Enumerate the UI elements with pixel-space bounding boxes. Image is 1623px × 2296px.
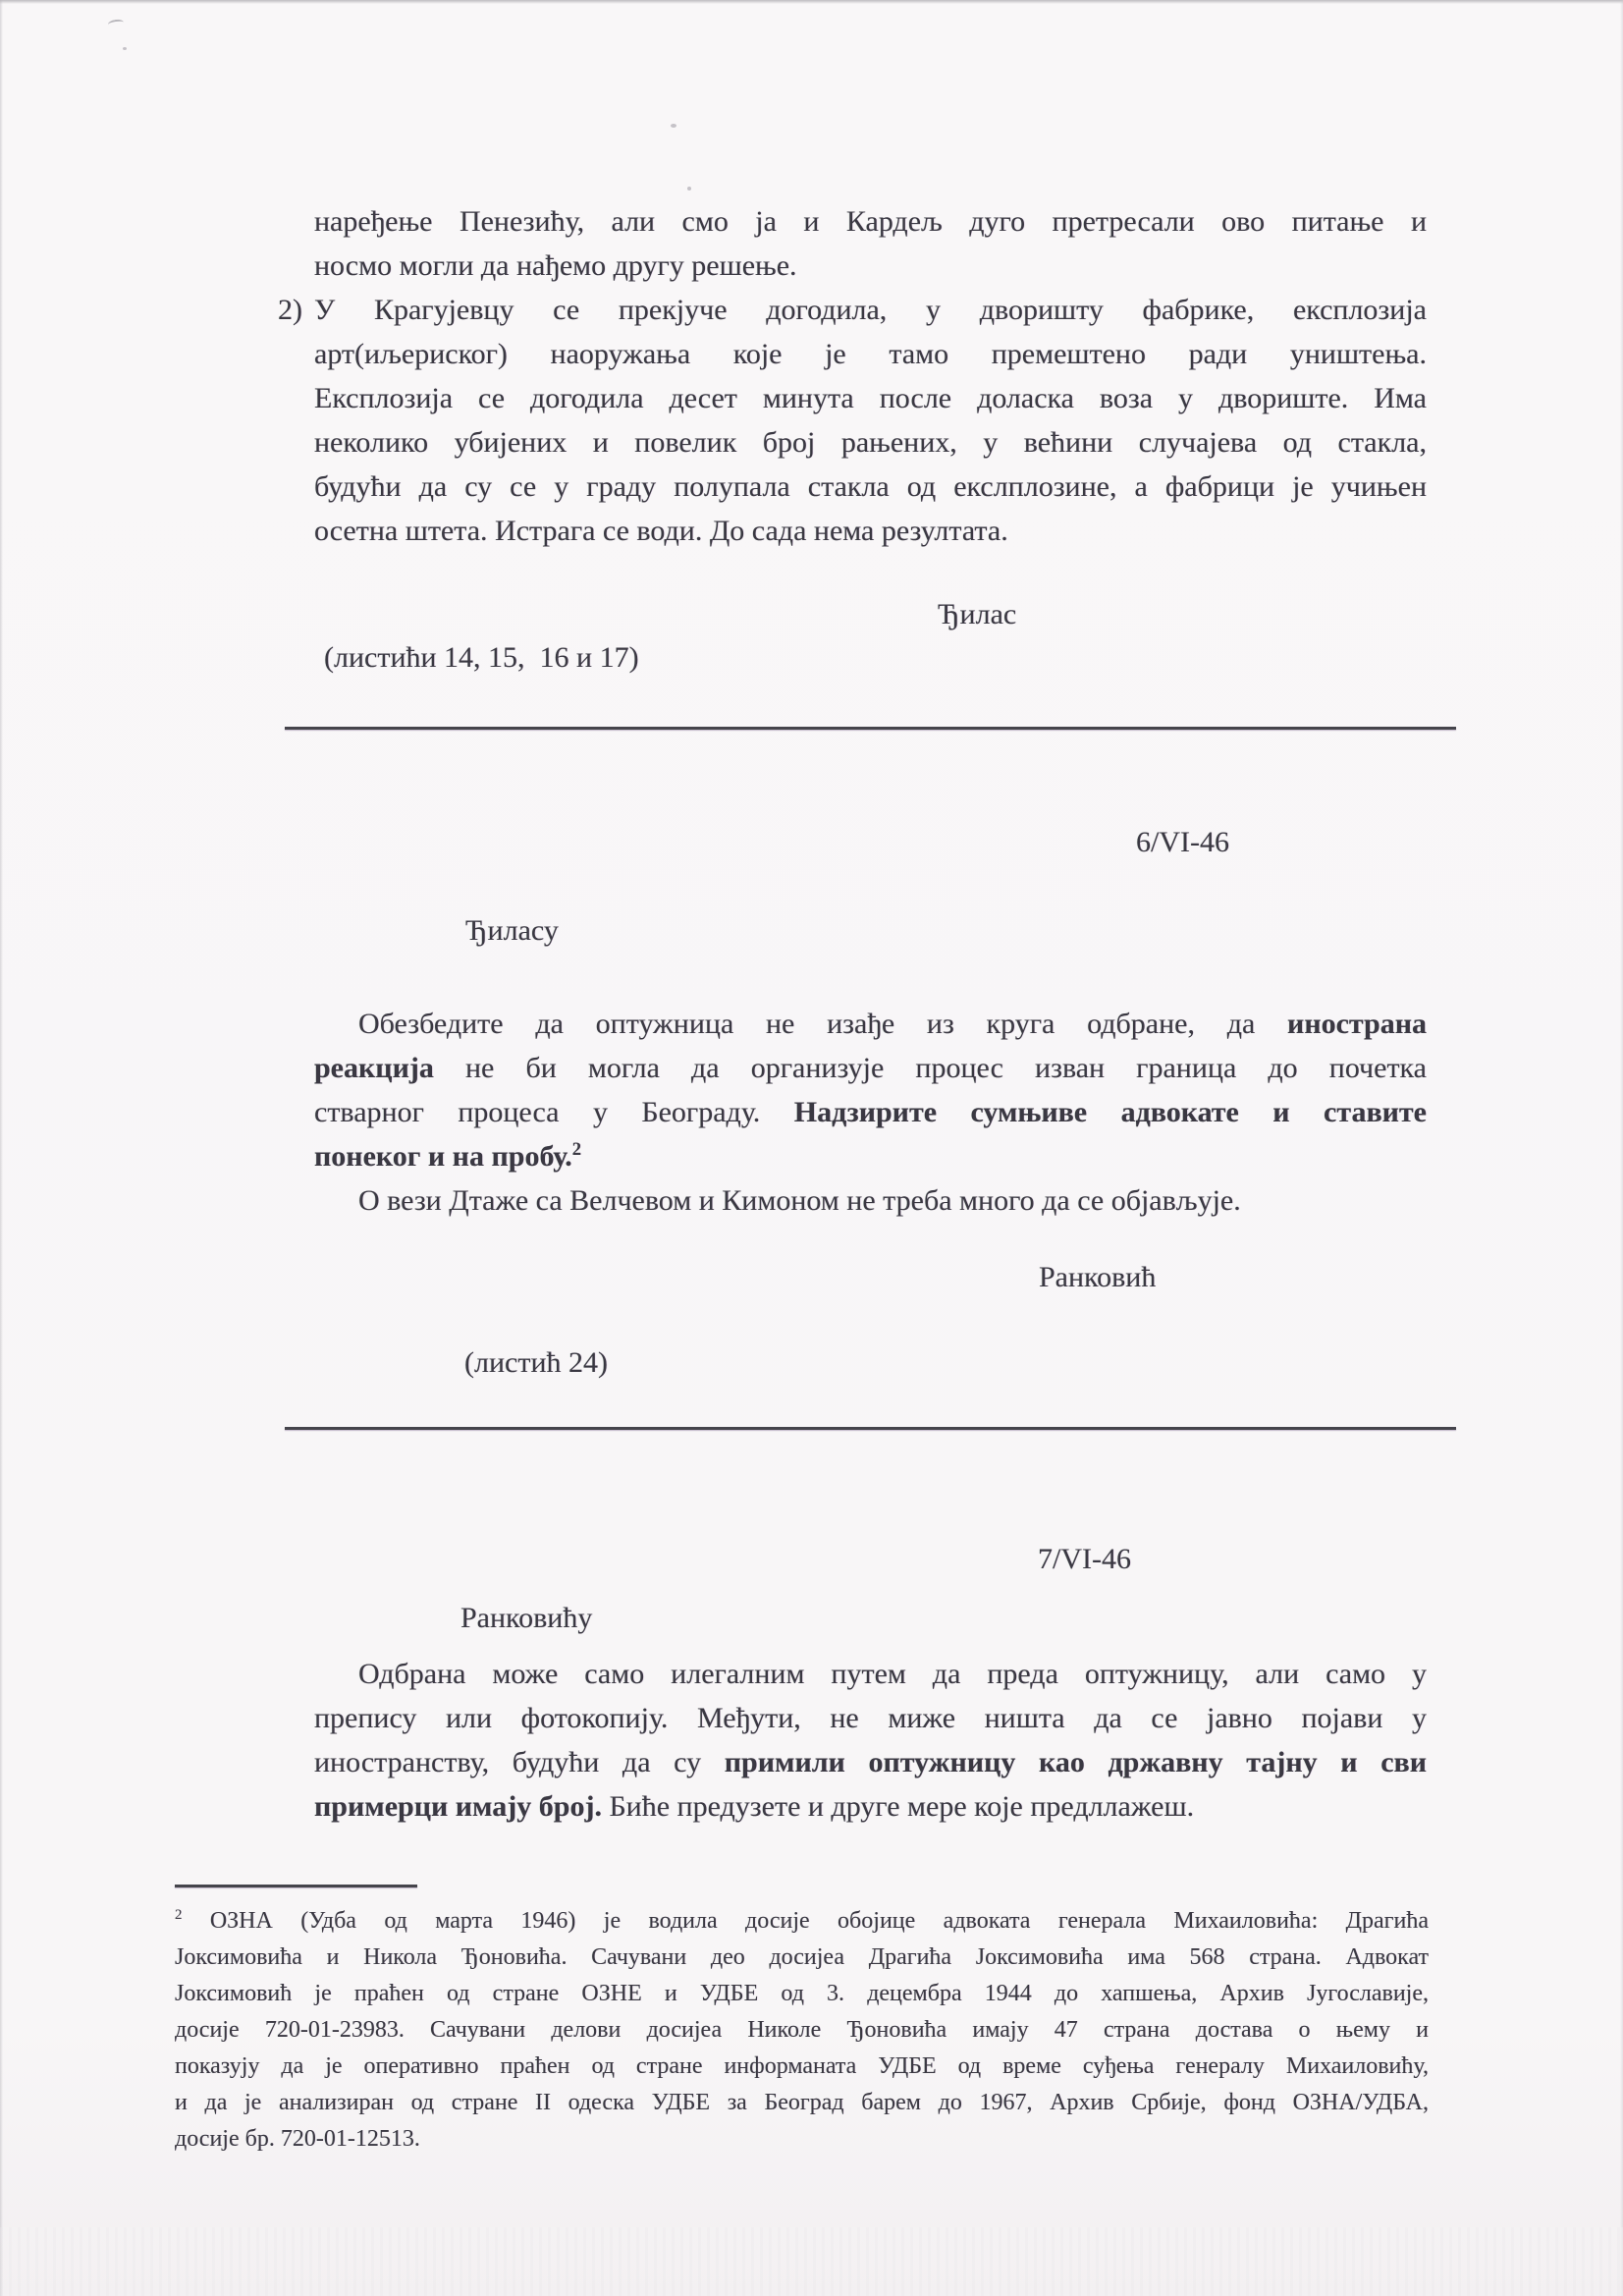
- intro-paragraph: [314, 199, 1427, 288]
- body-line: осетна штета. Истрага се води. До сада нема резултата.: [314, 515, 1008, 547]
- note1-paragraph: [314, 1002, 1427, 1223]
- section-divider-rule: [285, 1427, 1456, 1430]
- salutation: Ђиласу: [465, 914, 559, 947]
- signature-rankovic: Ранковић: [1039, 1261, 1157, 1293]
- footnote-line: $^2$ ОЗНА (Удба од марта 1946) је водила досије обојице адвоката генерала Михаиловића: Драгића: [175, 1907, 1429, 1934]
- note2-paragraph: [314, 1652, 1427, 1829]
- list-item-marker: 2): [278, 294, 302, 326]
- footnote-line: Јоксимовића и Никола Ђоновића. Сачувани део досијеа Драгића Јоксимовића има 568 страна. Адвокат: [175, 1944, 1429, 1970]
- scan-speck: [687, 187, 691, 191]
- footnote-line: досије бр. 720-01-12513.: [175, 2126, 420, 2152]
- body-line: У Крагујевцу се прекјуче догодила, у дворишту фабрике, експлозија: [314, 294, 1427, 326]
- scan-speck: [123, 47, 127, 50]
- list-item-2-paragraph: [314, 288, 1427, 553]
- footnote-line: Јоксимовић је праћен од стране ОЗНЕ и УДБЕ од 3. децембра 1944 до хапшења, Архив Југославије,: [175, 1981, 1429, 2006]
- body-line: иностранству, будући да су примили оптужницу као државну тајну и сви: [314, 1746, 1427, 1778]
- scan-speck: [671, 124, 676, 128]
- scan-speck: [108, 19, 125, 28]
- date-heading: 7/VI-46: [1038, 1543, 1131, 1575]
- scan-edge-bottom: [0, 2227, 1623, 2296]
- scan-edge-top: [0, 0, 1623, 4]
- leaflet-reference: (листићи 14, 15, 16 и 17): [324, 641, 639, 674]
- body-line: Обезбедите да оптужница не изађе из круга одбране, да инострана: [358, 1008, 1427, 1040]
- body-line: неколико убијених и повелик број рањених, у већини случајева од стакла,: [314, 426, 1427, 459]
- salutation: Ранковићу: [460, 1602, 593, 1634]
- footnote-line: показују да је оперативно праћен од стране информаната УДБЕ од време суђења генералу Михаиловићу,: [175, 2053, 1429, 2079]
- body-line: арт(иљериског) наоружања које је тамо премештено ради уништења.: [314, 338, 1427, 370]
- body-line: носмо могли да нађемо другу решење.: [314, 249, 797, 282]
- scan-edge-left: [0, 0, 3, 2296]
- body-line: препису или фотокопију. Међути, не миже ништа да се јавно појави у: [314, 1702, 1427, 1734]
- footnote-marker: 2: [175, 1907, 183, 1923]
- body-line: реакција не би могла да организује процес изван граница до почетка: [314, 1052, 1427, 1084]
- footnote: [175, 1903, 1429, 2158]
- body-line: стварног процеса у Београду. Надзирите сумњиве адвокате и ставите: [314, 1096, 1427, 1128]
- body-line: будући да су се у граду полупала стакла од екслплозине, а фабрици је учињен: [314, 470, 1427, 503]
- body-line: Одбрана може само илегалним путем да преда оптужницу, али само у: [358, 1658, 1427, 1690]
- signature-djilas: Ђилас: [938, 598, 1017, 630]
- body-line: Експлозија се догодила десет минута после доласка воза у двориште. Има: [314, 382, 1427, 414]
- footnote-line: досије 720-01-23983. Сачувани делови досијеа Николе Ђоновића имају 47 страна достава о њему и: [175, 2017, 1429, 2043]
- leaflet-reference: (листић 24): [464, 1346, 608, 1379]
- section-divider-rule: [285, 727, 1456, 730]
- footnote-line: и да је анализиран од стране II одеска УДБЕ за Београд барем до 1967, Архив Србије, фонд ОЗНА/УДБА,: [175, 2090, 1429, 2115]
- body-line: понеког и на пробу.$^2$: [314, 1139, 582, 1173]
- body-line: О вези Дтаже са Велчевом и Кимоном не треба много да се објављује.: [358, 1184, 1241, 1217]
- body-line: примерци имају број. Биће предузете и друге мере које предллажеш.: [314, 1790, 1195, 1823]
- footnote-separator-rule: [175, 1885, 417, 1887]
- date-heading: 6/VI-46: [1136, 826, 1229, 858]
- footnote-reference-mark: 2: [571, 1139, 582, 1160]
- body-line: наређење Пенезићу, али смо ја и Кардељ дуго претресали ово питање и: [314, 205, 1427, 238]
